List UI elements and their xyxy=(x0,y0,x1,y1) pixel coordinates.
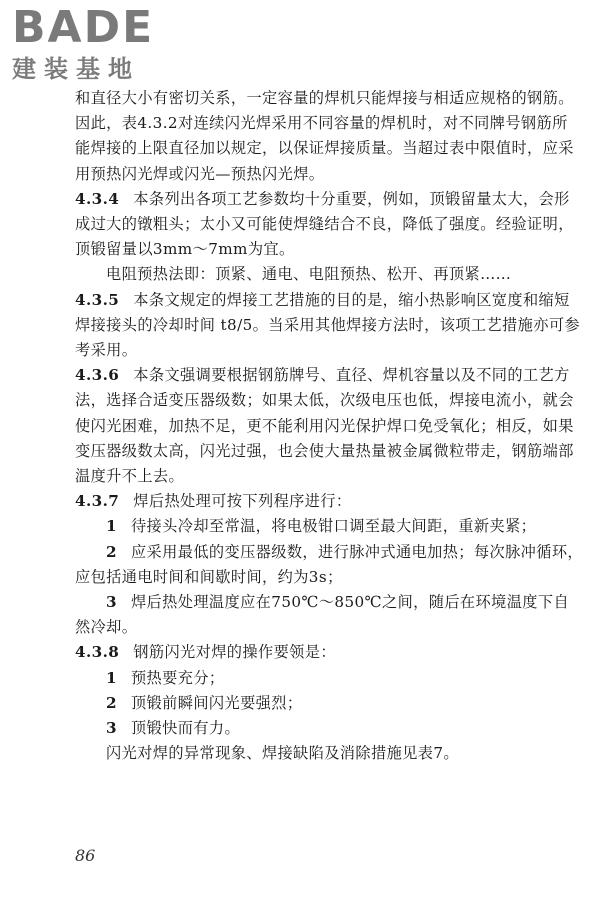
list-item xyxy=(75,590,583,640)
paragraph-continuation: 和直径大小有密切关系，一定容量的焊机只能焊接与相适应规格的钢筋。因此，表4.3.2对连续闪光焊采用不同容量的焊机时，对不同牌号钢筋所能焊接的上限直径加以规定，以保证焊接质量。当超过表中限值时，应采用预热闪光焊或闪光—预热闪光焊。 xyxy=(75,89,574,183)
logo-subtitle: 建装基地 xyxy=(12,55,140,83)
item-number: 1 xyxy=(106,668,117,687)
clause-4-3-5 xyxy=(75,288,583,364)
item-number: 1 xyxy=(106,517,117,536)
clause-number: 4.3.4 xyxy=(75,189,120,208)
list-item xyxy=(75,540,583,590)
document-body xyxy=(75,86,583,766)
clause-text: 本条文规定的焊接工艺措施的目的是，缩小热影响区宽度和缩短焊接接头的冷却时间 t8/5。当采用其他焊接方法时，该项工艺措施亦可参考采用。 xyxy=(75,290,580,360)
item-number: 2 xyxy=(106,693,117,712)
clause-number: 4.3.6 xyxy=(75,366,120,385)
clause-4-3-4-note: 电阻预热法即：顶紧、通电、电阻预热、松开、再顶紧…… xyxy=(106,265,512,284)
list-item xyxy=(75,691,583,716)
item-text: 顶锻快而有力。 xyxy=(130,719,241,738)
logo-brand-text: BADE xyxy=(12,2,155,53)
list-item xyxy=(75,716,583,741)
clause-number: 4.3.8 xyxy=(75,643,120,662)
clause-4-3-4 xyxy=(75,187,583,263)
item-number: 3 xyxy=(106,593,117,612)
clause-text: 钢筋闪光对焊的操作要领是： xyxy=(133,643,336,662)
clause-number: 4.3.5 xyxy=(75,290,120,309)
list-item xyxy=(75,514,583,539)
closing-paragraph: 闪光对焊的异常现象、焊接缺陷及消除措施见表7。 xyxy=(106,744,459,763)
page-number: 86 xyxy=(75,846,96,865)
item-text: 待接头冷却至常温，将电极钳口调至最大间距，重新夹紧； xyxy=(130,517,537,536)
item-text: 应采用最低的变压器级数，进行脉冲式通电加热；每次脉冲循环，应包括通电时间和间歇时间，约为3s； xyxy=(75,542,584,586)
brand-logo xyxy=(10,4,180,88)
clause-4-3-8 xyxy=(75,640,583,665)
clause-text: 焊后热处理可按下列程序进行： xyxy=(133,492,352,511)
item-number: 3 xyxy=(106,719,117,738)
item-text: 预热要充分； xyxy=(130,668,225,687)
item-number: 2 xyxy=(106,542,117,561)
clause-text: 本条文强调要根据钢筋牌号、直径、焊机容量以及不同的工艺方法，选择合适变压器级数；如果太低，次级电压也低，焊接电流小，就会使闪光困难，加热不足，更不能利用闪光保护焊口免受氧化；相反，如果变压器级数太高，闪光过强，也会使大量热量被金属微粒带走，钢筋端部温度升不上去。 xyxy=(75,366,574,486)
clause-number: 4.3.7 xyxy=(75,492,120,511)
clause-4-3-6 xyxy=(75,363,583,489)
item-text: 焊后热处理温度应在750℃～850℃之间，随后在环境温度下自然冷却。 xyxy=(75,593,570,637)
clause-4-3-7 xyxy=(75,489,583,514)
item-text: 顶锻前瞬间闪光要强烈； xyxy=(130,693,303,712)
list-item xyxy=(75,666,583,691)
clause-text: 本条列出各项工艺参数均十分重要，例如，顶锻留量太大，会形成过大的镦粗头；太小又可能使焊缝结合不良，降低了强度。经验证明，顶锻留量以3mm～7mm为宜。 xyxy=(75,189,574,259)
